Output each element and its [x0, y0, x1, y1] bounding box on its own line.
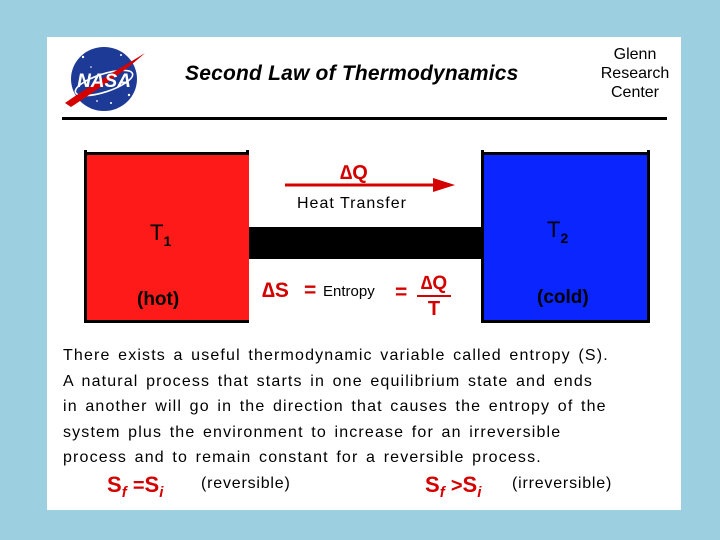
cold-tank-floor: [481, 320, 650, 323]
heat-arrow-icon: [285, 178, 455, 192]
nasa-logo-icon: [61, 43, 147, 115]
hot-state-label: (hot): [137, 289, 180, 310]
center-name-line: Glenn: [613, 46, 657, 63]
paragraph-line: process and to remain constant for a reversible process.: [63, 449, 542, 466]
page-title: Second Law of Thermodynamics: [185, 62, 519, 85]
reversible-note: (reversible): [201, 475, 291, 492]
equals-sign: =: [395, 281, 408, 304]
heat-transfer-label: Heat Transfer: [297, 195, 407, 212]
cold-tank-wall-right: [647, 150, 650, 323]
irreversible-equation: $S_f >S_i$: [425, 472, 482, 501]
center-name: [587, 45, 683, 102]
hot-temperature-label: $T_1$: [150, 220, 172, 249]
cold-state-label: (cold): [537, 287, 589, 308]
reversible-equation: $S_f =S_i$: [107, 472, 164, 501]
center-name-line: Research: [600, 65, 670, 82]
explanation-paragraph: [63, 343, 675, 471]
logo-text: NASA: [77, 71, 131, 92]
paragraph-line: system plus the environment to increase for an irreversible: [63, 423, 562, 441]
heat-symbol: ∆Q: [340, 162, 368, 184]
equals-sign: =: [304, 279, 317, 302]
center-name-line: Center: [610, 84, 660, 101]
irreversible-note: (irreversible): [512, 475, 613, 492]
entropy-formula: [262, 273, 472, 325]
cold-temperature-label: $T_2$: [547, 217, 569, 246]
fraction-numerator: ∆Q: [420, 273, 448, 294]
header-divider: [62, 117, 667, 120]
delta-s-symbol: ∆S: [262, 279, 289, 302]
fraction-denominator: T: [427, 298, 441, 320]
conducting-bar: [249, 227, 484, 259]
paragraph-line: in another will go in the direction that causes the entropy of the: [63, 398, 607, 415]
paragraph-line: There exists a useful thermodynamic variable called entropy (S).: [63, 347, 609, 364]
paragraph-line: A natural process that starts in one equilibrium state and ends: [63, 372, 594, 390]
entropy-word: Entropy: [323, 283, 375, 300]
hot-tank-floor: [84, 320, 249, 323]
entropy-fraction: [415, 273, 453, 321]
slide-card: [47, 37, 681, 510]
